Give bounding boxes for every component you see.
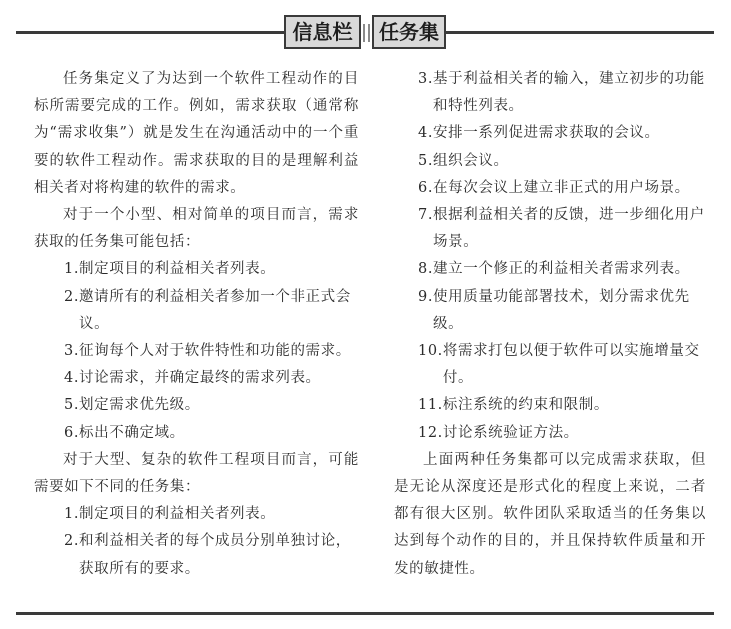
intro-paragraph: 任务集定义了为达到一个软件工程动作的目标所需要完成的工作。例如，需求获取（通常称为“需求收集”）就是发生在沟通活动中的一个重要的软件工程动作。需求获取的目的是理解利益相关者对将构建的软件的需求。 bbox=[34, 71, 359, 196]
list-item: 12. 讨论系统验证方法。 bbox=[418, 424, 579, 441]
list-item: 3. 征询每个人对于软件特性和功能的需求。 bbox=[64, 343, 351, 360]
sidebar-label: 信息栏 bbox=[284, 15, 361, 49]
list-item: 2. 邀请所有的利益相关者参加一个非正式会议。 bbox=[64, 288, 351, 332]
header-rule-left bbox=[16, 31, 284, 34]
header-separator-icon bbox=[363, 24, 370, 42]
taskset-label: 任务集 bbox=[372, 15, 446, 49]
list-item: 4. 安排一系列促进需求获取的会议。 bbox=[418, 125, 660, 142]
list-item: 11. 标注系统的约束和限制。 bbox=[418, 397, 609, 414]
list-item: 2. 和利益相关者的每个成员分别单独讨论，获取所有的要求。 bbox=[64, 533, 351, 577]
list-item: 9. 使用质量功能部署技术，划分需求优先级。 bbox=[418, 288, 690, 332]
list-item: 10. 将需求打包以便于软件可以实施增量交付。 bbox=[418, 343, 700, 387]
list-item: 6. 标出不确定域。 bbox=[64, 424, 185, 441]
conclusion-paragraph: 上面两种任务集都可以完成需求获取，但是无论从深度还是形式化的程度上来说，二者都有很大区别。软件团队采取适当的任务集以达到每个动作的目的，并且保持软件质量和开发的敏捷性。 bbox=[394, 451, 706, 577]
list-item: 5. 组织会议。 bbox=[418, 152, 509, 169]
header-rule-right bbox=[444, 31, 714, 34]
list-item: 6. 在每次会议上建立非正式的用户场景。 bbox=[418, 179, 690, 196]
list-item: 5. 划定需求优先级。 bbox=[64, 397, 200, 414]
list-item: 8. 建立一个修正的利益相关者需求列表。 bbox=[418, 261, 690, 278]
right-column bbox=[394, 66, 706, 583]
large-project-intro: 对于大型、复杂的软件工程项目而言，可能需要如下不同的任务集： bbox=[34, 451, 359, 496]
list-item: 1. 制定项目的利益相关者列表。 bbox=[64, 506, 276, 523]
list-item: 3. 基于利益相关者的输入，建立初步的功能和特性列表。 bbox=[418, 71, 705, 115]
list-item: 7. 根据利益相关者的反馈，进一步细化用户场景。 bbox=[418, 207, 705, 251]
list-item: 4. 讨论需求，并确定最终的需求列表。 bbox=[64, 370, 321, 387]
small-project-intro: 对于一个小型、相对简单的项目而言，需求获取的任务集可能包括： bbox=[34, 207, 359, 251]
bottom-rule bbox=[16, 612, 714, 615]
list-item: 1. 制定项目的利益相关者列表。 bbox=[64, 261, 276, 278]
left-column bbox=[34, 66, 359, 583]
